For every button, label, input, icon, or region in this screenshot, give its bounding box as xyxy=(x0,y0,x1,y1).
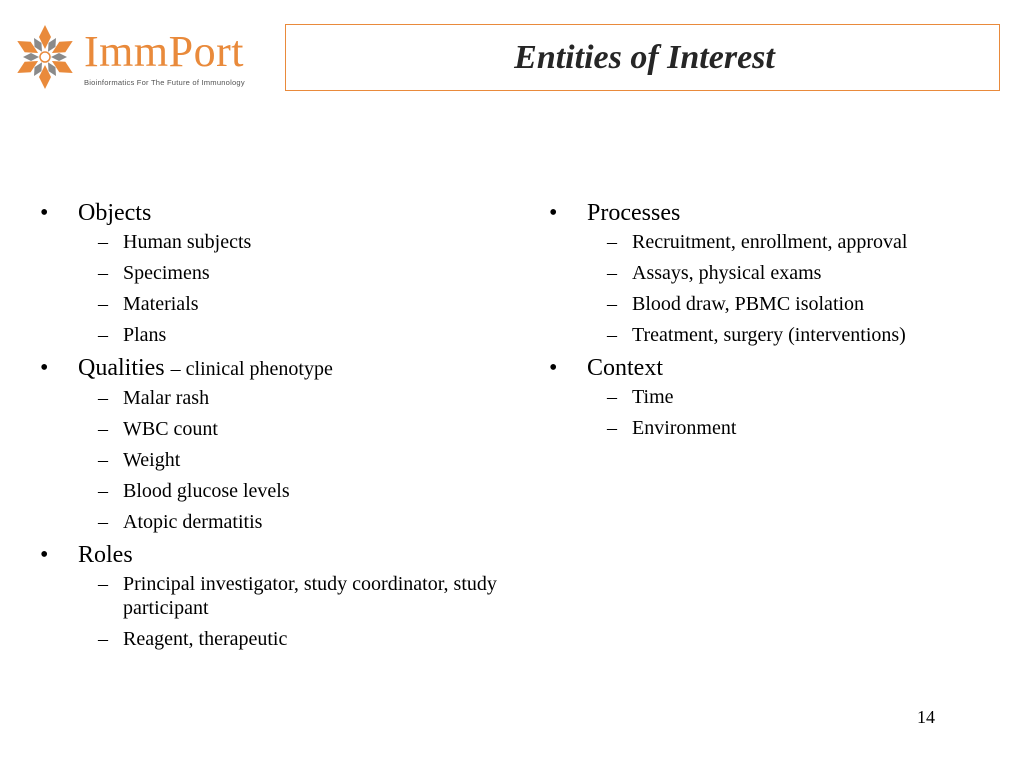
sub-bullet-dash: – xyxy=(98,628,108,650)
bullet-dot: • xyxy=(40,542,49,568)
bullet-dot: • xyxy=(40,200,49,226)
sub-bullet-item xyxy=(40,230,500,254)
sub-bullet-text: Blood glucose levels xyxy=(123,480,290,502)
sub-bullet-text: Principal investigator, study coordinator, study participant xyxy=(123,573,497,619)
sub-bullet-dash: – xyxy=(98,231,108,253)
sub-bullet-text: Blood draw, PBMC isolation xyxy=(632,293,865,315)
sub-bullet-text: Weight xyxy=(123,449,181,471)
left-column xyxy=(40,195,500,658)
bullet-item xyxy=(40,354,500,383)
title-box xyxy=(285,24,1000,91)
bullet-dot: • xyxy=(40,355,49,381)
sub-bullet-item xyxy=(40,292,500,316)
bullet-dot: • xyxy=(549,355,558,381)
right-column xyxy=(549,195,1009,447)
sub-bullet-dash: – xyxy=(98,511,108,533)
sub-bullet-item xyxy=(40,323,500,347)
sub-bullet-item xyxy=(549,385,1009,409)
sub-bullet-text: Reagent, therapeutic xyxy=(123,628,288,650)
bullet-text: Context xyxy=(587,355,663,381)
sub-bullet-dash: – xyxy=(98,293,108,315)
bullet-dot: • xyxy=(549,200,558,226)
sub-bullet-dash: – xyxy=(607,293,617,315)
sub-bullet-item xyxy=(549,292,1009,316)
sub-bullet-dash: – xyxy=(98,262,108,284)
sub-bullet-item xyxy=(40,510,500,534)
sub-bullet-text: Human subjects xyxy=(123,231,252,253)
bullet-item xyxy=(40,541,500,569)
logo-tagline: Bioinformatics For The Future of Immunology xyxy=(84,78,245,87)
bullet-note: – clinical phenotype xyxy=(170,358,333,380)
immport-logo xyxy=(14,22,280,96)
sub-bullet-item xyxy=(40,479,500,503)
sub-bullet-text: Recruitment, enrollment, approval xyxy=(632,231,908,253)
page-number: 14 xyxy=(917,707,935,727)
sub-bullet-dash: – xyxy=(98,449,108,471)
sub-bullet-text: Assays, physical exams xyxy=(632,262,822,284)
sub-bullet-dash: – xyxy=(98,324,108,346)
sub-bullet-item xyxy=(549,323,1009,347)
sub-bullet-text: Environment xyxy=(632,417,737,439)
bullet-text: Roles xyxy=(78,542,133,568)
sub-bullet-text: Treatment, surgery (interventions) xyxy=(632,324,906,346)
sub-bullet-item xyxy=(40,261,500,285)
bullet-text: Qualities xyxy=(78,355,165,381)
sub-bullet-text: Malar rash xyxy=(123,387,210,409)
sub-bullet-text: Plans xyxy=(123,324,167,346)
sub-bullet-text: Specimens xyxy=(123,262,210,284)
sub-bullet-item xyxy=(40,627,500,651)
sub-bullet-dash: – xyxy=(98,418,108,440)
sub-bullet-dash: – xyxy=(607,417,617,439)
slide-title: Entities of Interest xyxy=(514,38,775,76)
sub-bullet-dash: – xyxy=(98,573,108,595)
sub-bullet-dash: – xyxy=(607,231,617,253)
logo-name: ImmPort xyxy=(84,27,244,76)
sub-bullet-dash: – xyxy=(98,480,108,502)
sub-bullet-text: Time xyxy=(632,386,674,408)
bullet-item xyxy=(549,199,1009,227)
sub-bullet-item xyxy=(549,230,1009,254)
sub-bullet-item xyxy=(40,417,500,441)
sub-bullet-dash: – xyxy=(98,387,108,409)
sub-bullet-text: Materials xyxy=(123,293,199,315)
bullet-text: Objects xyxy=(78,200,152,226)
sub-bullet-dash: – xyxy=(607,386,617,408)
sub-bullet-item xyxy=(40,572,500,620)
sub-bullet-item xyxy=(549,261,1009,285)
star-snowflake-icon xyxy=(14,22,76,92)
bullet-item xyxy=(549,354,1009,382)
sub-bullet-text: Atopic dermatitis xyxy=(123,511,263,533)
sub-bullet-item xyxy=(40,386,500,410)
sub-bullet-item xyxy=(40,448,500,472)
sub-bullet-text: WBC count xyxy=(123,418,218,440)
sub-bullet-dash: – xyxy=(607,324,617,346)
sub-bullet-dash: – xyxy=(607,262,617,284)
sub-bullet-item xyxy=(549,416,1009,440)
bullet-item xyxy=(40,199,500,227)
bullet-text: Processes xyxy=(587,200,681,226)
